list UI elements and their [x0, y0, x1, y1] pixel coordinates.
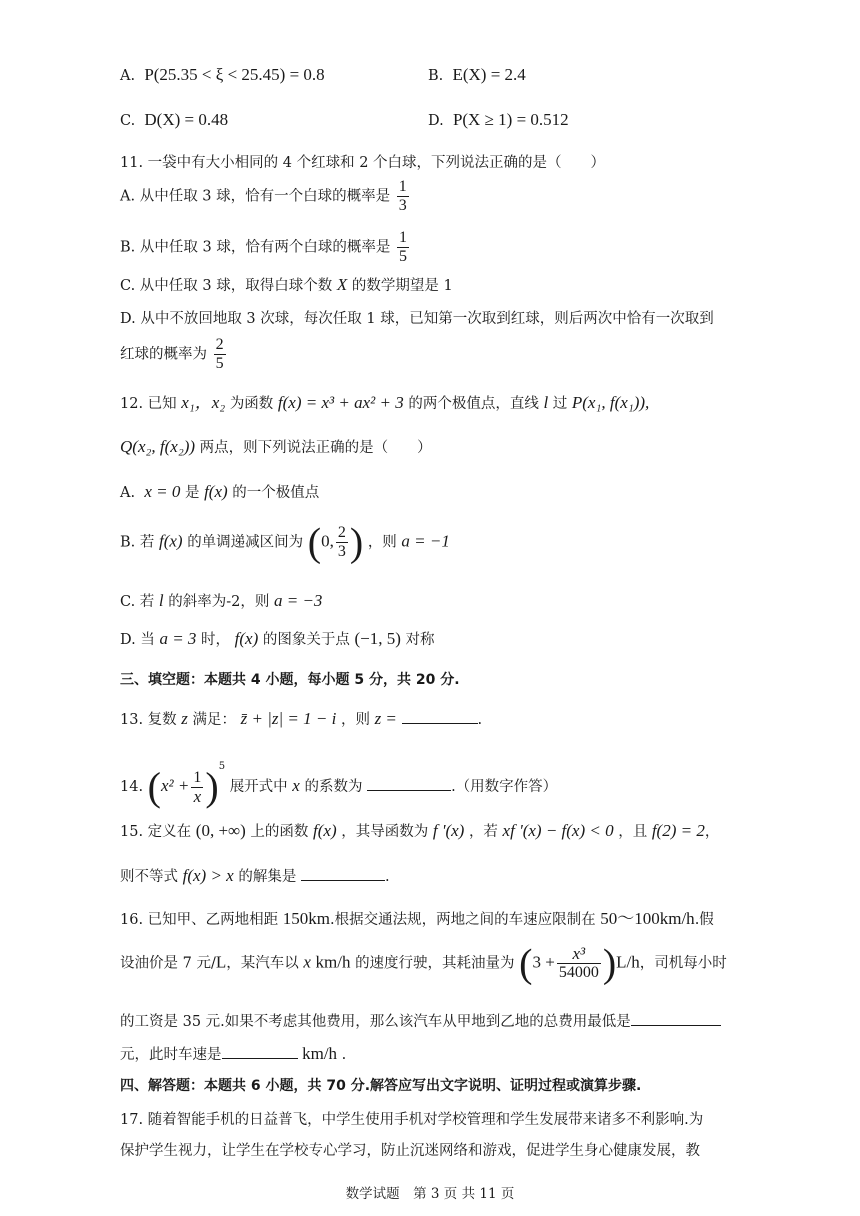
- answer-blank[interactable]: [402, 707, 478, 724]
- q11-option-d-line2: 红球的概率为 $\frac{2}{5}$: [120, 336, 224, 372]
- q16-line4: 元，此时车速是 km/h .: [120, 1044, 347, 1063]
- q12-option-c: C. 若 l 的斜率为-2，则 a = −3: [120, 591, 323, 610]
- q12-option-b: B. 若 f(x) 的单调递减区间为 (0, $\frac{2}{3}$ ) ，则 a = −1: [120, 519, 450, 565]
- q10-option-d-expr: P(X ≥ 1) = 0.512: [452, 110, 569, 129]
- answer-blank[interactable]: [222, 1042, 298, 1059]
- q10-option-a-expr: P(25.35 < ξ < 25.45) = 0.8: [144, 65, 325, 84]
- page-footer: 数学试题 第 3 页 共 11 页: [345, 1186, 515, 1202]
- q16-line2: 设油价是 7 元/L，某汽车以 x km/h 的速度行驶，其耗油量为 (3 + $\frac{\text{x³}}{54000}$ )L/h，司机每小时: [120, 940, 727, 986]
- section-3-heading: 三、填空题：本题共 4 小题，每小题 5 分，共 20 分.: [120, 672, 460, 688]
- q16-line1: 16. 已知甲、乙两地相距 150km.根据交通法规，两地之间的车速应限制在 50～100km/h.假: [120, 909, 714, 928]
- q10-option-c-expr: D(X) = 0.48: [144, 110, 229, 129]
- section-4-heading: 四、解答题：本题共 6 小题，共 70 分.解答应写出文字说明、证明过程或演算步骤.: [120, 1078, 642, 1094]
- fraction: $\frac{1}{5}$: [398, 229, 407, 265]
- q11-option-d-line1: D. 从中不放回地取 3 次球，每次任取 1 球，已知第一次取到红球，则后两次中恰有一次取到: [120, 311, 714, 327]
- q12-option-a: A. x = 0 是 f(x) 的一个极值点: [120, 482, 320, 501]
- q15-line1: 15. 定义在 (0, +∞) 上的函数 f(x) ，其导函数为 f '(x) ，若 xf '(x) − f(x) < 0 ，且 f(2) = 2，: [120, 821, 720, 840]
- q13: 13. 复数 z 满足： z̄ + |z| = 1 − i ，则 z = .: [120, 709, 483, 728]
- q10-option-b-expr: E(X) = 2.4: [452, 65, 526, 84]
- answer-blank[interactable]: [631, 1009, 721, 1026]
- q12-option-d: D. 当 a = 3 时， f(x) 的图象关于点 (−1, 5) 对称: [120, 629, 435, 648]
- fraction: $\frac{2}{5}$: [215, 336, 224, 372]
- q11-stem: 11. 一袋中有大小相同的 4 个红球和 2 个白球，下列说法正确的是（ ）: [120, 155, 606, 171]
- q14: 14. (x² + $\frac{1}{x}$ )$^5$ 展开式中 x 的系数为 .（用数字作答）: [120, 761, 558, 809]
- fraction: $\frac{1}{3}$: [398, 178, 407, 214]
- answer-blank[interactable]: [367, 774, 451, 791]
- q10-option-b: B. E(X) = 2.4: [428, 65, 526, 84]
- answer-blank[interactable]: [301, 864, 385, 881]
- q10-option-c: C. D(X) = 0.48: [120, 110, 229, 129]
- fraction: $\frac{\text{x³}}{54000}$: [558, 944, 599, 981]
- q16-line3: 的工资是 35 元.如果不考虑其他费用，那么该汽车从甲地到乙地的总费用最低是: [120, 1009, 721, 1033]
- exponent: 5: [218, 761, 226, 772]
- q10-option-a: A. P(25.35 < ξ < 25.45) = 0.8: [120, 65, 325, 84]
- q15-line2: 则不等式 f(x) > x 的解集是 .: [120, 866, 390, 885]
- fraction: $\frac{1}{x}$: [193, 768, 202, 806]
- q11-option-a: A. 从中任取 3 球，恰有一个白球的概率是 $\frac{1}{3}$: [120, 178, 407, 214]
- q12-stem-line1: 12. 已知 x₁，x₂ 为函数 f(x) = x³ + ax² + 3 的两个极值点，直线 l 过 P(x₁, f(x₁)),: [120, 393, 650, 412]
- q12-stem-line2: Q(x₂, f(x₂)) 两点，则下列说法正确的是（ ）: [120, 437, 432, 456]
- q11-option-b: B. 从中任取 3 球，恰有两个白球的概率是 $\frac{1}{5}$: [120, 229, 407, 265]
- q10-option-d: D. P(X ≥ 1) = 0.512: [428, 110, 569, 129]
- q17-line2: 保护学生视力，让学生在学校专心学习，防止沉迷网络和游戏，促进学生身心健康发展，教: [120, 1143, 700, 1159]
- fraction: $\frac{2}{3}$: [337, 524, 346, 560]
- q17-line1: 17. 随着智能手机的日益普飞，中学生使用手机对学校管理和学生发展带来诸多不利影响.为: [120, 1112, 704, 1128]
- q11-option-c: C. 从中任取 3 球，取得白球个数 X 的数学期望是 1: [120, 275, 453, 294]
